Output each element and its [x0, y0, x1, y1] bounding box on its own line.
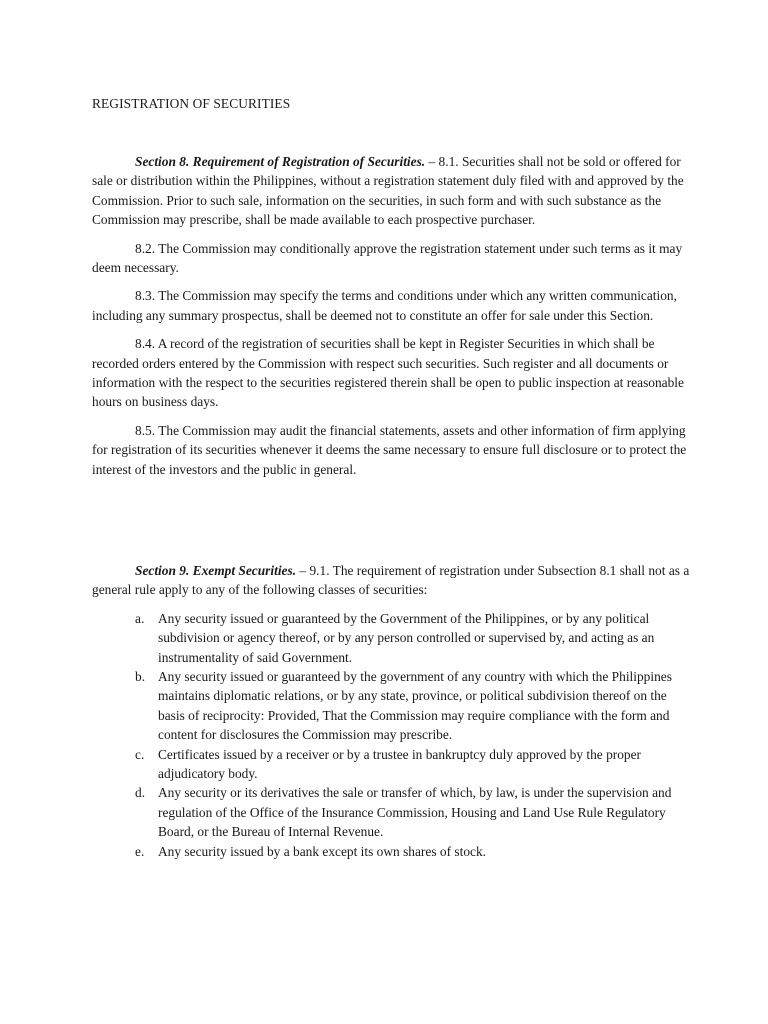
- section-9-1-text: 9.1. The requirement of registration under Subsection 8.1 shall not as a general rule apply to any of the following classes of securities:: [92, 563, 690, 598]
- document-title: REGISTRATION OF SECURITIES: [92, 96, 291, 111]
- section-9-dash: –: [296, 563, 310, 578]
- section-8-paragraph-8-4: 8.4. A record of the registration of securities shall be kept in Register Securities in which shall be recorded orders entered by the Commission with respect such securities. Such register and all documents or information with the respect to the securities registered therein shall be open to public inspection at reasonable hours on business days.: [92, 336, 684, 410]
- list-item: [92, 842, 692, 861]
- section-8-heading: Section 8. Requirement of Registration of Securities.: [135, 154, 426, 169]
- section-9-paragraph-9-1: [92, 561, 692, 600]
- section-8-1-text: 8.1. Securities shall not be sold or offered for sale or distribution within the Philippines, without a registration statement duly filed with and approved by the Commission. Prior to such sale, information on the securities, in such form and with such substance as the Commission may prescribe, shall be made available to each prospective purchaser.: [92, 154, 684, 228]
- list-item: [92, 783, 692, 841]
- section-8-paragraph-8-5: 8.5. The Commission may audit the financial statements, assets and other information of firm applying for registration of its securities whenever it deems the same necessary to ensure full disclosure or to protect the interest of the investors and the public in general.: [92, 422, 687, 477]
- list-marker: c.: [135, 746, 145, 762]
- list-item: [92, 745, 692, 784]
- section-8: [92, 152, 692, 488]
- list-marker: a.: [135, 610, 145, 626]
- list-marker: d.: [135, 785, 146, 801]
- list-marker: b.: [135, 669, 146, 685]
- list-item-text: Any security issued by a bank except its own shares of stock.: [158, 843, 486, 859]
- section-8-paragraph-8-1: [92, 152, 692, 230]
- list-item: [92, 667, 692, 745]
- section-8-paragraph-8-2: 8.2. The Commission may conditionally approve the registration statement under such terms as it may deem necessary.: [92, 240, 683, 276]
- exempt-securities-list: [92, 609, 692, 861]
- section-9-heading: Section 9. Exempt Securities.: [135, 563, 297, 578]
- list-item: [92, 609, 692, 667]
- section-8-paragraph-8-3: 8.3. The Commission may specify the terms and conditions under which any written communication, including any summary prospectus, shall be deemed not to constitute an offer for sale under this Section.: [92, 288, 677, 323]
- list-marker: e.: [135, 843, 145, 859]
- list-item-text: Any security or its derivatives the sale or transfer of which, by law, is under the supervision and regulation of the Office of the Insurance Commission, Housing and Land Use Rule Regulatory Board, or the Bureau of Internal Revenue.: [158, 785, 672, 840]
- section-8-dash: –: [425, 154, 439, 169]
- list-item-text: Certificates issued by a receiver or by a trustee in bankruptcy duly approved by the proper adjudicatory body.: [158, 746, 642, 782]
- list-item-text: Any security issued or guaranteed by the government of any country with which the Philippines maintains diplomatic relations, or by any state, province, or political subdivision thereof on the basis of reciprocity: Provided, That the Commission may require compliance with the form and content for disclosures the Commission may prescribe.: [158, 669, 672, 743]
- list-item-text: Any security issued or guaranteed by the Government of the Philippines, or by any political subdivision or agency thereof, or by any person controlled or supervised by, and acting as an instrumentality of said Government.: [158, 610, 655, 665]
- section-9: [92, 561, 692, 861]
